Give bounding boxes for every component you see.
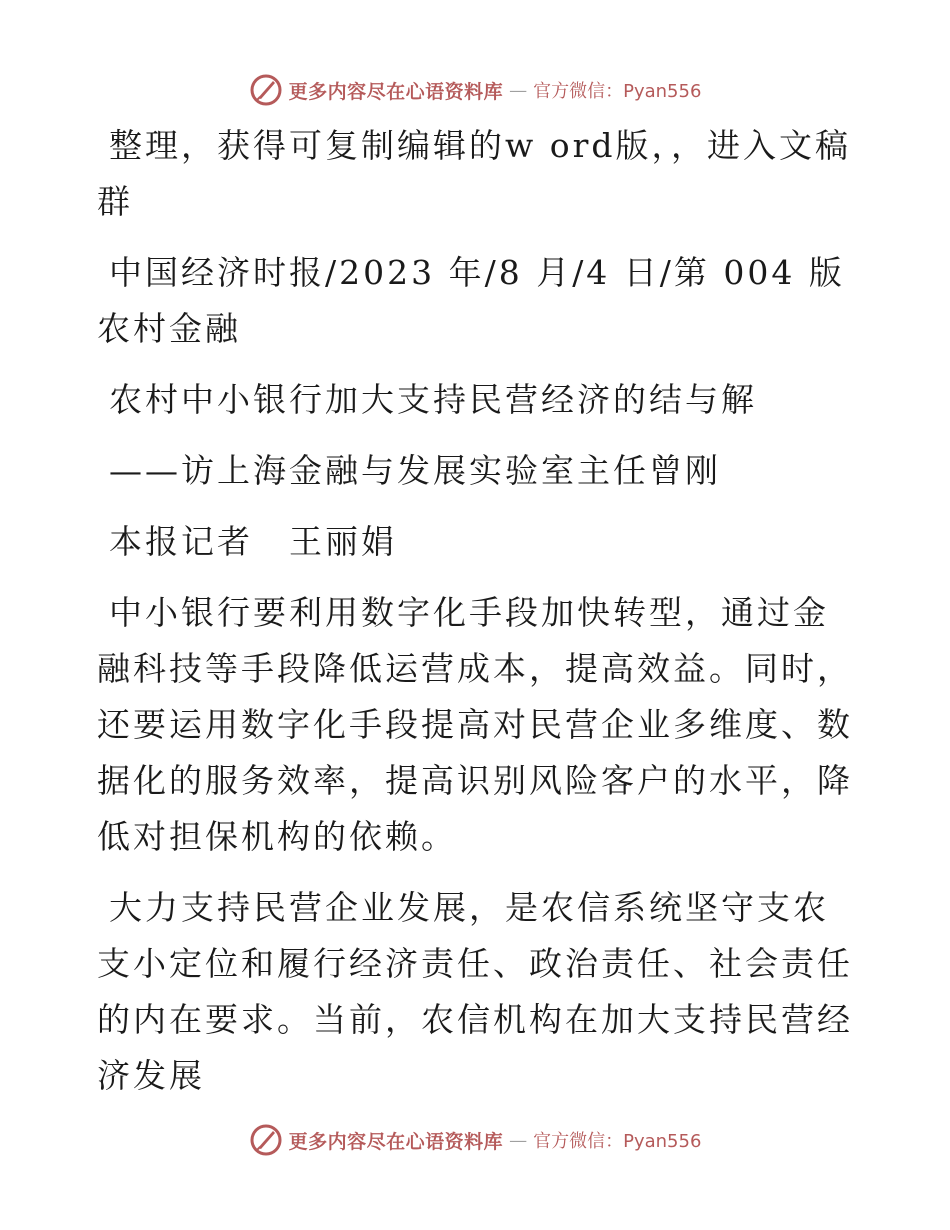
paragraph: 整理，获得可复制编辑的w ord版，，进入文稿群 bbox=[97, 126, 852, 221]
quill-seal-icon bbox=[249, 1123, 283, 1157]
paragraph: 中国经济时报/2023 年/8 月/4 日/第 004 版农村金融 bbox=[97, 253, 845, 348]
paragraph: 大力支持民营企业发展，是农信系统坚守支农支小定位和履行经济责任、政治责任、社会责任的内在要求。当前，农信机构在加大支持民营经济发展 bbox=[97, 888, 853, 1095]
banner-wechat: 官方微信：Pyan556 bbox=[533, 1131, 702, 1152]
paragraph: 中小银行要利用数字化手段加快转型，通过金融科技等手段降低运营成本，提高效益。同时，还要运用数字化手段提高对民营企业多维度、数据化的服务效率，提高识别风险客户的水平，降低对担保机构的依赖。 bbox=[97, 593, 853, 856]
article-subtitle: ——访上海金融与发展实验室主任曾刚 bbox=[109, 451, 721, 490]
footer-banner bbox=[0, 1120, 950, 1160]
banner-text: 更多内容尽在心语资料库 bbox=[288, 80, 504, 103]
banner-wechat: 官方微信：Pyan556 bbox=[533, 81, 702, 102]
quill-seal-icon bbox=[249, 73, 283, 107]
byline: 本报记者 王丽娟 bbox=[109, 522, 397, 561]
banner-dash: — bbox=[509, 1129, 528, 1151]
document-body bbox=[97, 118, 857, 1119]
article-title: 农村中小银行加大支持民营经济的结与解 bbox=[109, 380, 757, 419]
banner-dash: — bbox=[509, 79, 528, 101]
banner-text: 更多内容尽在心语资料库 bbox=[288, 1130, 504, 1153]
header-banner bbox=[0, 70, 950, 110]
